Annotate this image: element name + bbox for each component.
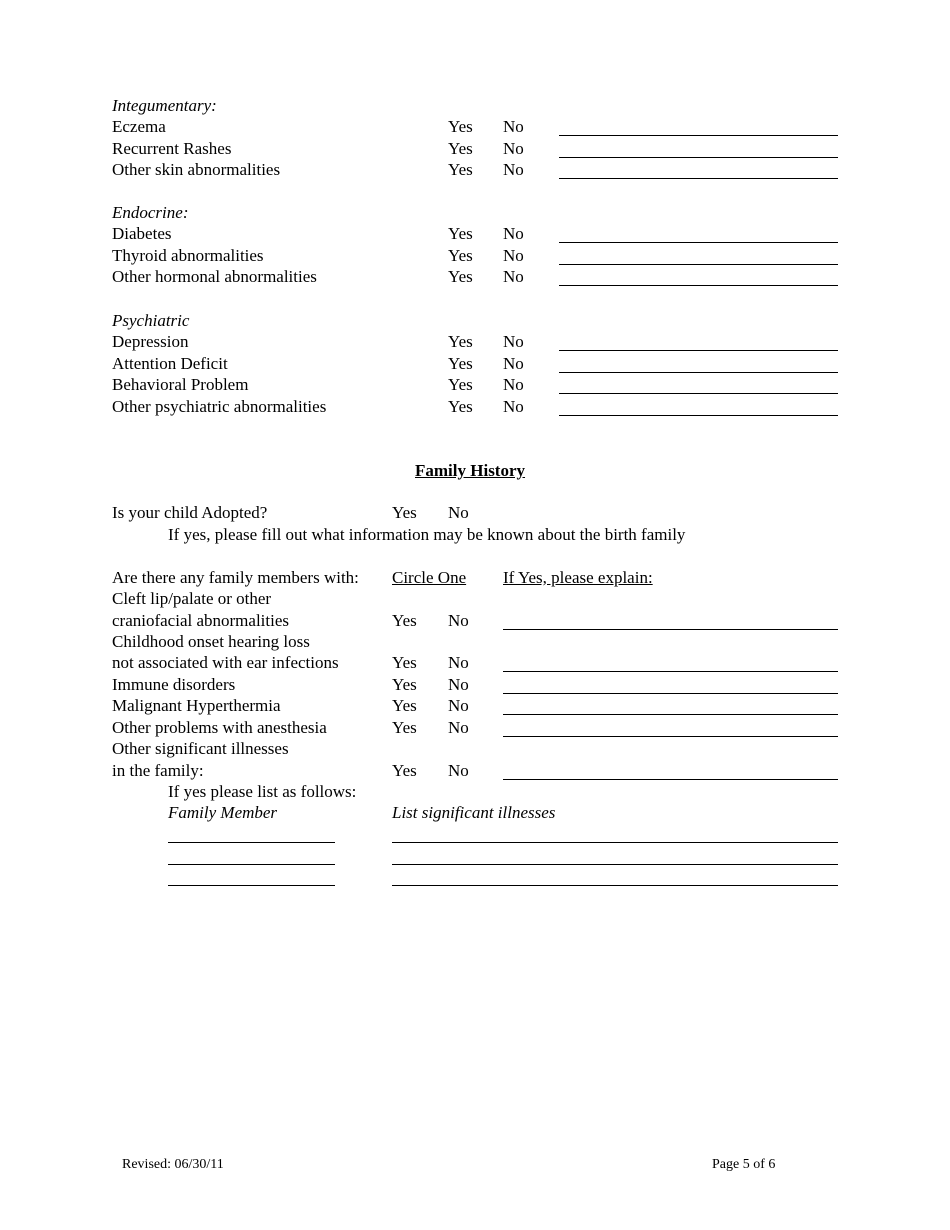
no-option[interactable]: No: [503, 245, 524, 265]
family-member-line[interactable]: [168, 885, 335, 886]
condition-label: Behavioral Problem: [112, 375, 249, 395]
yes-option[interactable]: Yes: [448, 267, 473, 287]
condition-label: Other skin abnormalities: [112, 160, 281, 180]
family-member-line[interactable]: [168, 842, 335, 843]
explain-line[interactable]: [503, 693, 838, 694]
explain-line[interactable]: [503, 779, 838, 780]
answer-line[interactable]: [559, 372, 838, 373]
no-option[interactable]: No: [503, 224, 524, 244]
no-option[interactable]: No: [503, 396, 524, 416]
explain-line[interactable]: [503, 736, 838, 737]
no-option[interactable]: No: [448, 718, 469, 737]
family-condition-label: Immune disorders: [112, 675, 236, 694]
section-heading: Psychiatric: [112, 311, 190, 330]
explain-header: If Yes, please explain:: [503, 568, 653, 587]
condition-label: Attention Deficit: [112, 353, 228, 373]
condition-label: Eczema: [112, 117, 166, 137]
yes-option[interactable]: Yes: [448, 375, 473, 395]
answer-line[interactable]: [559, 285, 838, 286]
yes-option[interactable]: Yes: [392, 503, 417, 522]
no-option[interactable]: No: [503, 332, 524, 352]
family-member-line[interactable]: [168, 864, 335, 865]
answer-line[interactable]: [559, 157, 838, 158]
condition-label: Recurrent Rashes: [112, 138, 232, 158]
circle-one-header: Circle One: [392, 568, 467, 587]
answer-line[interactable]: [559, 242, 838, 243]
family-condition-label: Other significant illnesses: [112, 739, 289, 758]
no-option[interactable]: No: [448, 675, 469, 694]
no-option[interactable]: No: [503, 353, 524, 373]
answer-line[interactable]: [559, 393, 838, 394]
no-option[interactable]: No: [448, 696, 469, 715]
explain-line[interactable]: [503, 714, 838, 715]
explain-line[interactable]: [503, 671, 838, 672]
illness-line[interactable]: [392, 842, 838, 843]
illness-line[interactable]: [392, 864, 838, 865]
family-condition-label: Malignant Hyperthermia: [112, 696, 281, 715]
answer-line[interactable]: [559, 415, 838, 416]
yes-option[interactable]: Yes: [392, 718, 417, 737]
no-option[interactable]: No: [503, 117, 524, 137]
yes-option[interactable]: Yes: [448, 117, 473, 137]
illness-line[interactable]: [392, 885, 838, 886]
yes-option[interactable]: Yes: [448, 353, 473, 373]
family-condition-label: Childhood onset hearing loss: [112, 632, 310, 651]
family-condition-label: Other problems with anesthesia: [112, 718, 327, 737]
family-condition-label: Cleft lip/palate or other: [112, 589, 272, 608]
condition-label: Diabetes: [112, 224, 172, 244]
no-option[interactable]: No: [503, 267, 524, 287]
yes-option[interactable]: Yes: [448, 332, 473, 352]
answer-line[interactable]: [559, 264, 838, 265]
adopted-question: Is your child Adopted?: [112, 503, 268, 522]
section-heading: Integumentary:: [112, 96, 217, 115]
yes-option[interactable]: Yes: [448, 245, 473, 265]
yes-option[interactable]: Yes: [392, 761, 417, 780]
yes-option[interactable]: Yes: [448, 396, 473, 416]
no-option[interactable]: No: [448, 611, 469, 630]
condition-label: Thyroid abnormalities: [112, 245, 264, 265]
no-option[interactable]: No: [448, 653, 469, 672]
no-option[interactable]: No: [503, 375, 524, 395]
family-question: Are there any family members with:: [112, 568, 359, 587]
no-option[interactable]: No: [448, 503, 469, 522]
answer-line[interactable]: [559, 178, 838, 179]
illness-header: List significant illnesses: [392, 803, 556, 822]
list-instruction: If yes please list as follows:: [168, 782, 357, 801]
family-condition-label: craniofacial abnormalities: [112, 611, 289, 630]
explain-line[interactable]: [503, 629, 838, 630]
no-option[interactable]: No: [448, 761, 469, 780]
no-option[interactable]: No: [503, 160, 524, 180]
page-number: Page 5 of 6: [712, 1157, 776, 1172]
yes-option[interactable]: Yes: [448, 224, 473, 244]
yes-option[interactable]: Yes: [448, 160, 473, 180]
condition-label: Depression: [112, 332, 189, 352]
yes-option[interactable]: Yes: [392, 675, 417, 694]
family-member-header: Family Member: [168, 803, 278, 822]
condition-label: Other psychiatric abnormalities: [112, 396, 327, 416]
no-option[interactable]: No: [503, 138, 524, 158]
revised-date: Revised: 06/30/11: [122, 1157, 224, 1172]
section-title: Family History: [415, 461, 526, 480]
yes-option[interactable]: Yes: [392, 696, 417, 715]
yes-option[interactable]: Yes: [392, 611, 417, 630]
condition-label: Other hormonal abnormalities: [112, 267, 317, 287]
answer-line[interactable]: [559, 135, 838, 136]
yes-option[interactable]: Yes: [392, 653, 417, 672]
section-heading: Endocrine:: [112, 203, 189, 222]
yes-option[interactable]: Yes: [448, 138, 473, 158]
adopted-note: If yes, please fill out what information may be known about the birth family: [168, 525, 686, 544]
family-condition-label: not associated with ear infections: [112, 653, 339, 672]
answer-line[interactable]: [559, 350, 838, 351]
family-condition-label: in the family:: [112, 761, 204, 780]
